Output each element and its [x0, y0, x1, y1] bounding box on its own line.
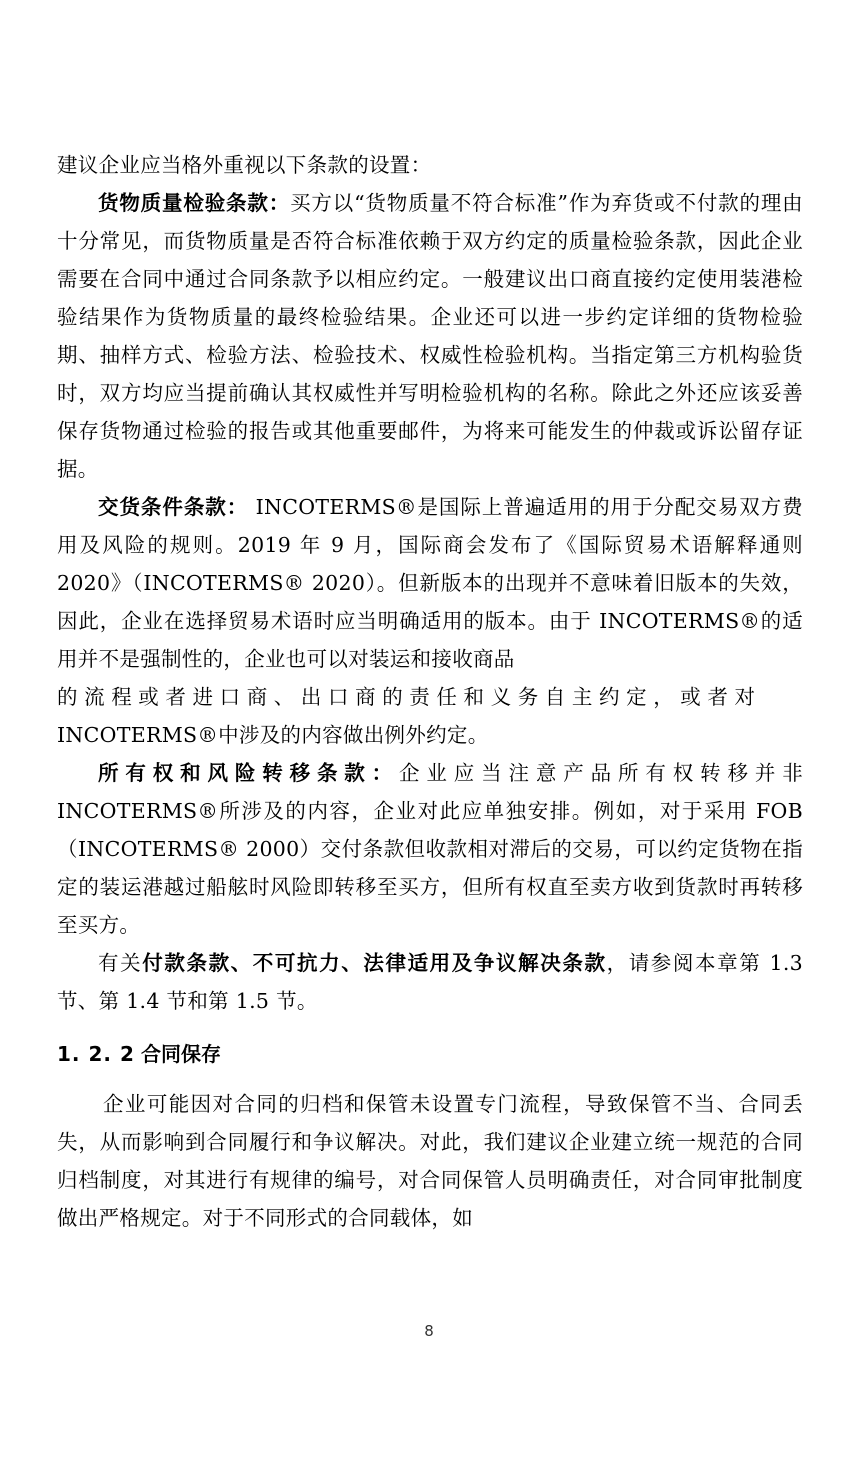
quality-clause-paragraph: [57, 184, 803, 488]
delivery-clause-body: INCOTERMS®是国际上普遍适用的用于分配交易双方费用及风险的规则。2019 年 9 月，国际商会发布了《国际贸易术语解释通则 2020》（INCOTERMS® 2020）。但新版本的出现并不意味着旧版本的失效，因此，企业在选择贸易术语时应当明确适用的版本。由于 INCOTERMS®的适用并不是强制性的，企业也可以对装运和接收商品: [57, 495, 803, 671]
section-title: 合同保存: [141, 1042, 221, 1066]
section-heading: [57, 1040, 803, 1068]
section-number: 1. 2. 2: [57, 1042, 135, 1066]
ownership-clause-body: 企业应当注意产品所有权转移并非 INCOTERMS®所涉及的内容，企业对此应单独安排。例如，对于采用 FOB（INCOTERMS® 2000）交付条款但收款相对滞后的交易，可以约定货物在指定的装运港越过船舷时风险即转移至买方，但所有权直至卖方收到货款时再转移至买方。: [57, 761, 803, 937]
page-number: 8: [424, 1322, 434, 1340]
reference-bold-clauses: 付款条款、不可抗力、法律适用及争议解决条款: [142, 951, 607, 975]
delivery-clause-title: 交货条件条款：: [98, 495, 249, 519]
page-content: [57, 146, 803, 1237]
intro-paragraph: 建议企业应当格外重视以下条款的设置：: [57, 153, 432, 177]
quality-clause-body: 买方以“货物质量不符合标准”作为弃货或不付款的理由十分常见，而货物质量是否符合标准依赖于双方约定的质量检验条款，因此企业需要在合同中通过合同条款予以相应约定。一般建议出口商直接约定使用装港检验结果作为货物质量的最终检验结果。企业还可以进一步约定详细的货物检验期、抽样方式、检验方法、检验技术、权威性检验机构。当指定第三方机构验货时，双方均应当提前确认其权威性并写明检验机构的名称。除此之外还应该妥善保存货物通过检验的报告或其他重要邮件，为将来可能发生的仲裁或诉讼留存证据。: [57, 191, 803, 481]
delivery-clause-paragraph: [57, 488, 803, 678]
delivery-clause-line: [57, 678, 803, 716]
reference-paragraph: [57, 944, 803, 1020]
reference-suffix: ，请参阅本章第 1.3 节、第 1.4 节和第 1.5 节。: [57, 951, 803, 1013]
delivery-clause-spaced-line: 的流程或者进口商、出口商的责任和义务自主约定，或者对: [57, 685, 762, 709]
ownership-clause-title: 所有权和风险转移条款：: [98, 761, 400, 785]
ownership-clause-paragraph: [57, 754, 803, 944]
quality-clause-title: 货物质量检验条款：: [98, 191, 291, 215]
delivery-clause-ending: INCOTERMS®中涉及的内容做出例外约定。: [57, 723, 489, 747]
reference-prefix: 有关: [98, 951, 143, 975]
storage-paragraph: 企业可能因对合同的归档和保管未设置专门流程，导致保管不当、合同丢失，从而影响到合同履行和争议解决。对此，我们建议企业建立统一规范的合同归档制度，对其进行有规律的编号，对合同保管人员明确责任，对合同审批制度做出严格规定。对于不同形式的合同载体，如: [57, 1092, 803, 1230]
